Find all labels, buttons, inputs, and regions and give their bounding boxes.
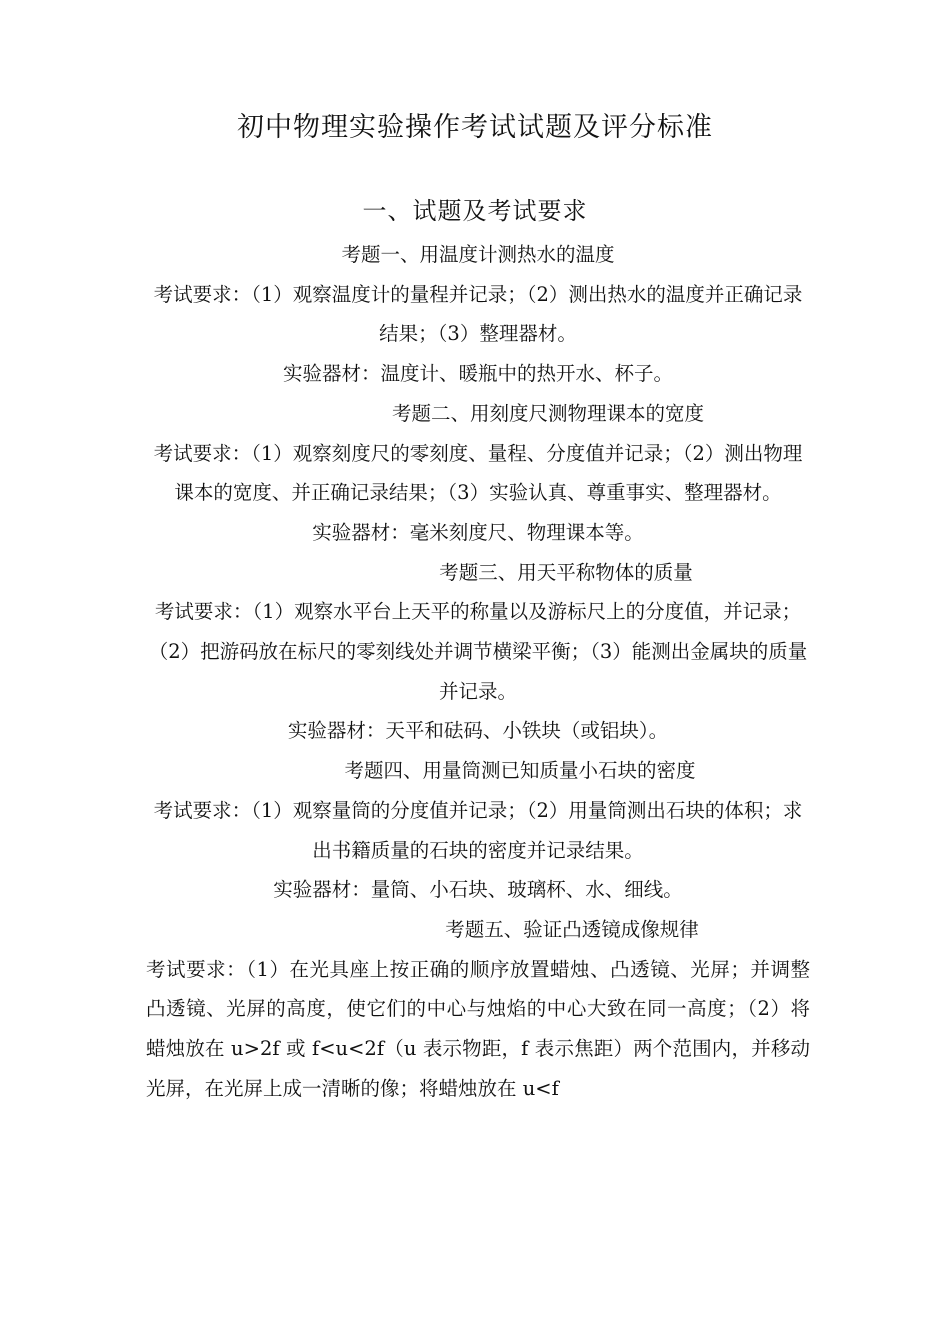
topic-2-materials: 实验器材：毫米刻度尺、物理课本等。 (312, 520, 644, 544)
topic-1-requirement: 考试要求：（1）观察温度计的量程并记录；（2）测出热水的温度并正确记录结果；（3）整理器材。 (153, 282, 803, 346)
topic-2-title: 考题二、用刻度尺测物理课本的宽度 (391, 401, 704, 425)
section-heading: 一、试题及考试要求 (362, 197, 588, 225)
topic-3-title: 考题三、用天平称物体的质量 (439, 560, 693, 584)
document-body (146, 235, 810, 1108)
topic-4-requirement: 考试要求：（1）观察量筒的分度值并记录；（2）用量筒测出石块的体积；求出书籍质量的石块的密度并记录结果。 (153, 798, 803, 862)
topic-5-requirement: 考试要求：（1）在光具座上按正确的顺序放置蜡烛、凸透镜、光屏；并调整凸透镜、光屏的高度，使它们的中心与烛焰的中心大致在同一高度；（2）将蜡烛放在 u>2f 或 f<u<2f（u 表示物距，f 表示焦距）两个范围内，并移动光屏，在光屏上成一清晰的像；将蜡烛放在 u<f (146, 957, 810, 1100)
topic-2-requirement: 考试要求：（1）观察刻度尺的零刻度、量程、分度值并记录；（2）测出物理课本的宽度、并正确记录结果；（3）实验认真、尊重事实、整理器材。 (153, 441, 803, 505)
topic-1-title: 考题一、用温度计测热水的温度 (341, 243, 615, 266)
topic-4-materials: 实验器材：量筒、小石块、玻璃杯、水、细线。 (273, 878, 683, 902)
document-title: 初中物理实验操作考试试题及评分标准 (237, 112, 713, 143)
topic-3-materials: 实验器材：天平和砝码、小铁块（或铝块）。 (287, 719, 669, 743)
topic-1-materials: 实验器材：温度计、暖瓶中的热开水、杯子。 (282, 362, 673, 386)
topic-3-requirement: 考试要求：（1）观察水平台上天平的称量以及游标尺上的分度值，并记录；（2）把游码放在标尺的零刻线处并调节横梁平衡；（3）能测出金属块的质量并记录。 (148, 600, 808, 703)
topic-5-title: 考题五、验证凸透镜成像规律 (445, 917, 699, 941)
topic-4-title: 考题四、用量筒测已知质量小石块的密度 (344, 759, 696, 783)
